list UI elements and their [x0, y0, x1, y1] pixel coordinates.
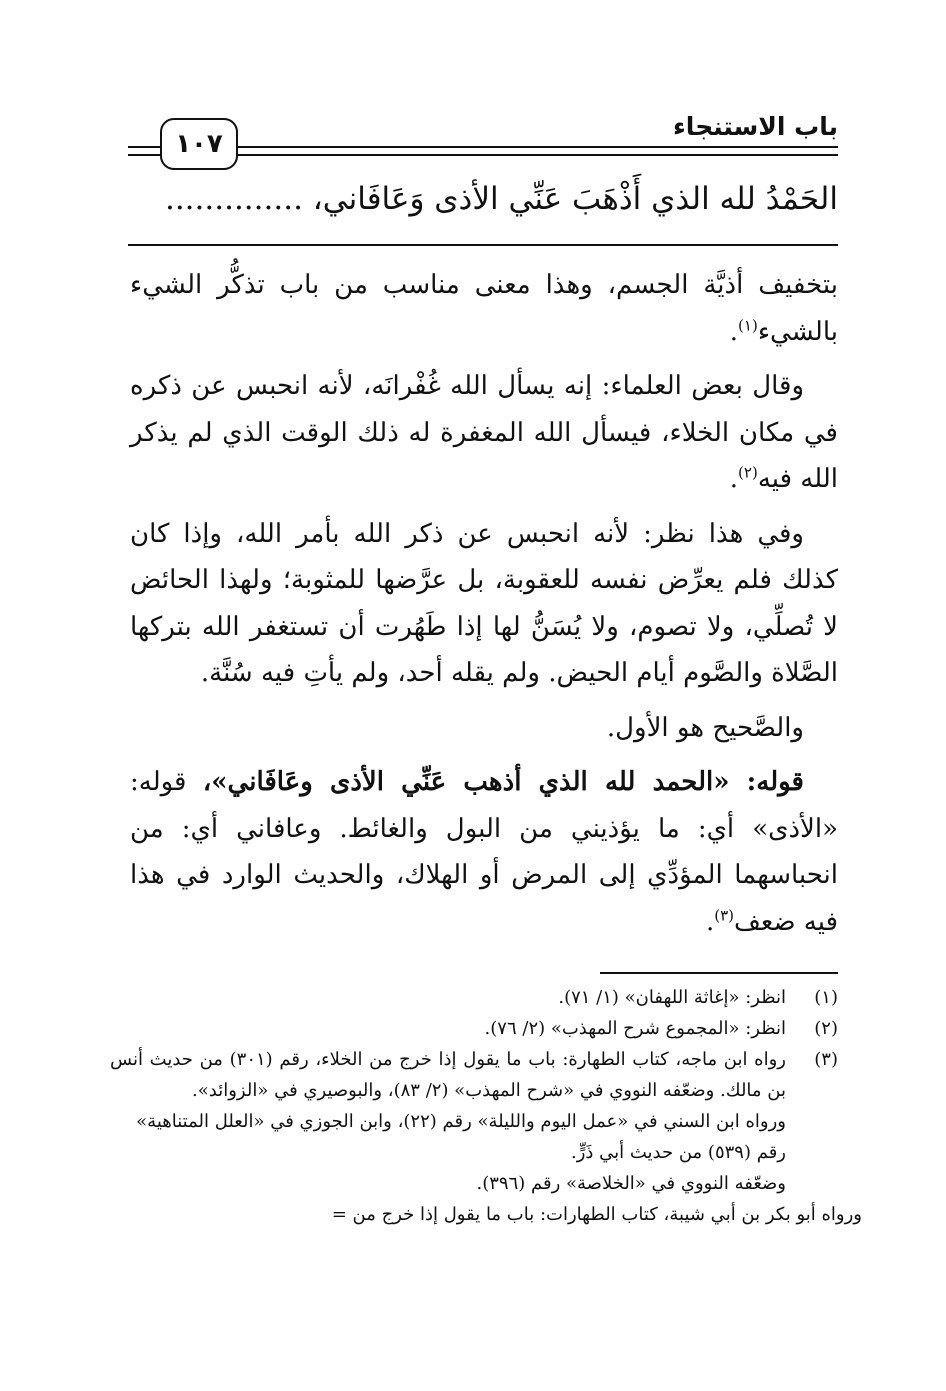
footnote-ref[interactable]: (٣)	[714, 905, 734, 924]
footnote	[110, 1013, 838, 1044]
quoted-phrase: قوله: «الحمد لله الذي أذهب عَنِّي الأذى وعَافَاني»،	[202, 767, 804, 797]
page-number: ١٠٧	[160, 118, 238, 170]
footnote-number: (٢)	[814, 1018, 838, 1039]
paragraph: وفي هذا نظر: لأنه انحبس عن ذكر الله بأمر الله، وإذا كان كذلك فلم يعرِّض نفسه للعقوبة، بل عرَّضها للمثوبة؛ ولهذا الحائض لا تُصلِّي، ولا تصوم، ولا يُسَنُّ لها إذا طَهُرت أن تستغفر الله بتركها الصَّلاة والصَّوم أيام الحيض. ولم يقله أحد، ولم يأتِ فيه سُنَّة.	[130, 518, 838, 688]
footnote-rule	[600, 972, 838, 974]
footnote-text: انظر: «إغاثة اللهفان» (١/ ٧١).	[558, 987, 786, 1008]
hadith-text: الحَمْدُ لله الذي أَذْهَبَ عَنِّي الأذى وَعَافَاني، ..............	[164, 181, 838, 217]
footnote-number: (١)	[814, 987, 838, 1008]
footnote-continuation: ورواه أبو بكر بن أبي شيبة، كتاب الطهارات: باب ما يقول إذا خرج من =	[331, 1204, 862, 1225]
footnote-continuation: ورواه ابن السني في «عمل اليوم والليلة» رقم (٢٢)، وابن الجوزي في «العلل المتناهية» رقم (٥٣٩) من حديث أبي ذَرٍّ.	[136, 1111, 786, 1163]
footnotes	[110, 982, 862, 1230]
footnote-ref[interactable]: (٢)	[738, 463, 758, 482]
paragraph: وقال بعض العلماء: إنه يسأل الله غُفْرانَه، لأنه انحبس عن ذكره في مكان الخلاء، فيسأل الله المغفرة له ذلك الوقت الذي لم يذكر الله فيه$^{(٢)}$.	[130, 371, 838, 494]
footnote-text: رواه ابن ماجه، كتاب الطهارة: باب ما يقول إذا خرج من الخلاء، رقم (٣٠١) من حديث أنس بن مالك. وضعّفه النووي في «شرح المهذب» (٢/ ٨٣)، والبوصيري في «الزوائد».	[110, 1049, 787, 1101]
footnote-ref[interactable]: (١)	[738, 315, 758, 334]
footnote-text: انظر: «المجموع شرح المهذب» (٢/ ٧٦).	[484, 1018, 786, 1039]
paragraph: بتخفيف أذيَّة الجسم، وهذا معنى مناسب من باب تذكُّر الشيء بالشيء$^{(١)}$.	[130, 270, 838, 347]
footnote-continuation: وضعّفه النووي في «الخلاصة» رقم (٣٩٦).	[476, 1173, 786, 1194]
footnote	[110, 982, 838, 1013]
paragraph: قوله: «الحمد لله الذي أذهب عَنِّي الأذى وعَافَاني»، قوله: «الأذى» أي: ما يؤذيني من البول والغائط. وعافاني أي: من انحباسهما المؤدِّي إلى المرض أو الهلاك، والحديث الوارد في هذا فيه ضعف$^{(٣)}$.	[130, 767, 838, 937]
paragraph: والصَّحيح هو الأول.	[606, 712, 804, 743]
footnote-number: (٣)	[814, 1049, 838, 1070]
hadith-divider	[128, 244, 838, 246]
body-text	[130, 262, 838, 953]
chapter-title: باب الاستنجاء	[673, 112, 838, 141]
footnote	[110, 1044, 838, 1106]
